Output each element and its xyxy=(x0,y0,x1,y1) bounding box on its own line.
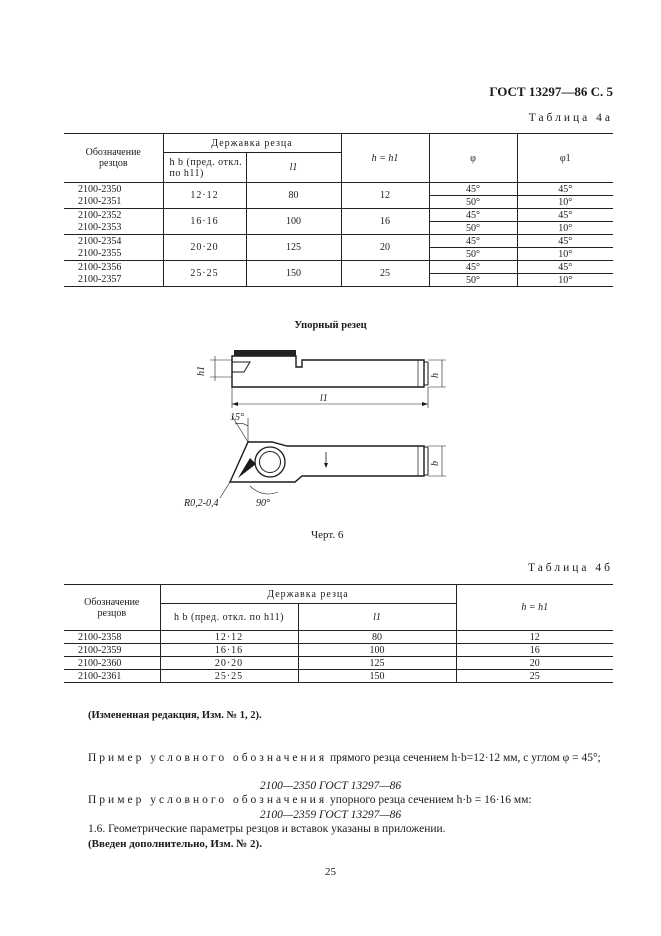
top-view xyxy=(220,416,446,498)
document-header: ГОСТ 13297—86 С. 5 xyxy=(489,84,613,99)
label-angle-90: 90° xyxy=(256,498,270,509)
cutter-drawing xyxy=(184,340,460,520)
table-row: 2100-2361 25·25 150 25 xyxy=(64,670,613,683)
table-row: 2100-2353 50° 10° xyxy=(64,222,613,235)
table-row: 2100-2360 20·20 125 20 xyxy=(64,657,613,670)
table-row: 2100-2359 16·16 100 16 xyxy=(64,644,613,657)
drawing-title: Упорный резец xyxy=(294,320,367,331)
table-4a xyxy=(64,133,613,287)
label-radius: R0,2-0,4 xyxy=(184,498,219,509)
table-4b xyxy=(64,584,613,683)
table-row: 2100-2354 20·20 125 20 45° 45° xyxy=(64,235,613,248)
table-row: 2100-2352 16·16 100 16 45° 45° xyxy=(64,209,613,222)
page-number: 25 xyxy=(325,866,336,878)
label-l1: l1 xyxy=(320,393,328,404)
example-2-text: упорного резца сечением h·b = 16·16 мм: xyxy=(330,794,532,806)
label-h: h xyxy=(430,373,441,378)
table-row: 2100-2358 12·12 80 12 xyxy=(64,631,613,644)
table-row: 2100-2355 50° 10° xyxy=(64,248,613,261)
example-1-text: прямого резца сечением h·b=12·12 мм, с углом φ = 45°; xyxy=(330,752,601,764)
table-4b-caption: Таблица 4б xyxy=(527,562,613,574)
example-1 xyxy=(88,752,608,764)
paragraph-1-6: 1.6. Геометрические параметры резцов и вставок указаны в приложении. xyxy=(88,823,446,835)
col-holder: Державка резца xyxy=(163,134,341,153)
col-phi: φ xyxy=(429,134,517,183)
col-designation: Обозначение резцов xyxy=(64,585,160,631)
table-row: 2100-2356 25·25 150 25 45° 45° xyxy=(64,261,613,274)
col-hb: h b (пред. откл. по h11) xyxy=(160,604,298,631)
label-h1: h1 xyxy=(196,366,207,376)
example-2-label: Пример условного обозначения xyxy=(88,794,328,806)
col-hb: h b (пред. откл. по h11) xyxy=(163,153,246,183)
table-4a-caption: Таблица 4а xyxy=(528,112,613,124)
col-phi1: φ1 xyxy=(517,134,613,183)
drawing-caption: Черт. 6 xyxy=(311,529,344,541)
table-row: 2100-2351 50° 10° xyxy=(64,196,613,209)
col-h: h = h1 xyxy=(456,585,613,631)
col-l1: l1 xyxy=(298,604,456,631)
label-angle-15: 15° xyxy=(230,412,244,423)
table-row: 2100-2357 50° 10° xyxy=(64,274,613,287)
table-row: 2100-2350 12·12 80 12 45° 45° xyxy=(64,183,613,196)
col-h: h = h1 xyxy=(341,134,429,183)
col-holder: Державка резца xyxy=(160,585,456,604)
note-changed: (Измененная редакция, Изм. № 1, 2). xyxy=(88,710,262,721)
example-2 xyxy=(88,794,608,806)
col-designation: Обозначение резцов xyxy=(64,134,163,183)
example-1-label: Пример условного обозначения xyxy=(88,752,328,764)
note-added: (Введен дополнительно, Изм. № 2). xyxy=(88,838,262,850)
side-view xyxy=(210,350,446,408)
example-1-formula: 2100—2350 ГОСТ 13297—86 xyxy=(259,780,402,792)
label-b: b xyxy=(430,461,441,466)
col-l1: l1 xyxy=(246,153,341,183)
example-2-formula: 2100—2359 ГОСТ 13297—86 xyxy=(259,809,402,821)
